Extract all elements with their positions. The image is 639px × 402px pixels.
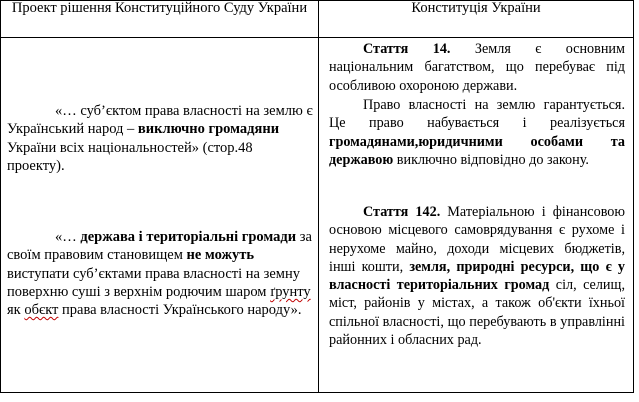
draft-quote-subject-of-ownership: «… суб’єктом права власності на землю є Український народ – виключно громадяни України всіх національностей» (стор.48 проекту). bbox=[7, 103, 313, 174]
article-142-heading: Стаття 142. bbox=[363, 204, 441, 220]
spellcheck-word-obekt: обєкт bbox=[24, 302, 59, 319]
constitution-cell bbox=[319, 38, 634, 393]
emphasis-cannot: не можуть bbox=[186, 247, 255, 264]
article-142-paragraph: Стаття 142. Матеріальною і фінансовою основою місцевого самоврядування є рухоме і нерухоме майно, доходи місцевих бюджетів, інші кошти, земля, природні ресурси, що є у власності територіальних громад сіл, селищ, міст, районів у містах, а також об'єкти їхньої спільної власності, що перебувають в управлінні районних і обласних рад. bbox=[329, 204, 625, 349]
emphasis-citizens-only: виключно громадяни bbox=[137, 121, 280, 138]
article-14-paragraph: Стаття 14. Земля є основним національним багатством, що перебуває під особливою охороною держави. bbox=[329, 41, 626, 94]
emphasis-citizens-legal-persons-state: громадянами,юридичними особами та державою bbox=[329, 133, 625, 168]
table-row bbox=[1, 38, 634, 393]
emphasis-land-natural-resources: земля, природні ресурси, що є у власності територіальних громад bbox=[329, 258, 625, 294]
article-14-ownership-paragraph: Право власності на землю гарантується. Це право набувається і реалізується громадянами,юридичними особами та державою виключно відповідно до закону. bbox=[329, 97, 625, 168]
header-constitution: Конституція України bbox=[319, 1, 634, 38]
draft-quote-state-and-communities: «… держава і територіальні громади за своїм правовим становищем не можуть виступати суб’єктами права власності на земну поверхню суші з верхнім родючим шаром ґрунту як обєкт права власності Українського народу». bbox=[7, 229, 312, 319]
emphasis-state-and-communities: держава і територіальні громади bbox=[80, 229, 297, 245]
spellcheck-word-gruntu: ґрунту bbox=[270, 283, 311, 300]
article-14-heading: Стаття 14. bbox=[363, 41, 451, 57]
table-header-row bbox=[1, 1, 634, 38]
draft-decision-cell bbox=[1, 38, 319, 393]
header-draft-decision: Проект рішення Конституційного Суду України bbox=[1, 1, 319, 38]
